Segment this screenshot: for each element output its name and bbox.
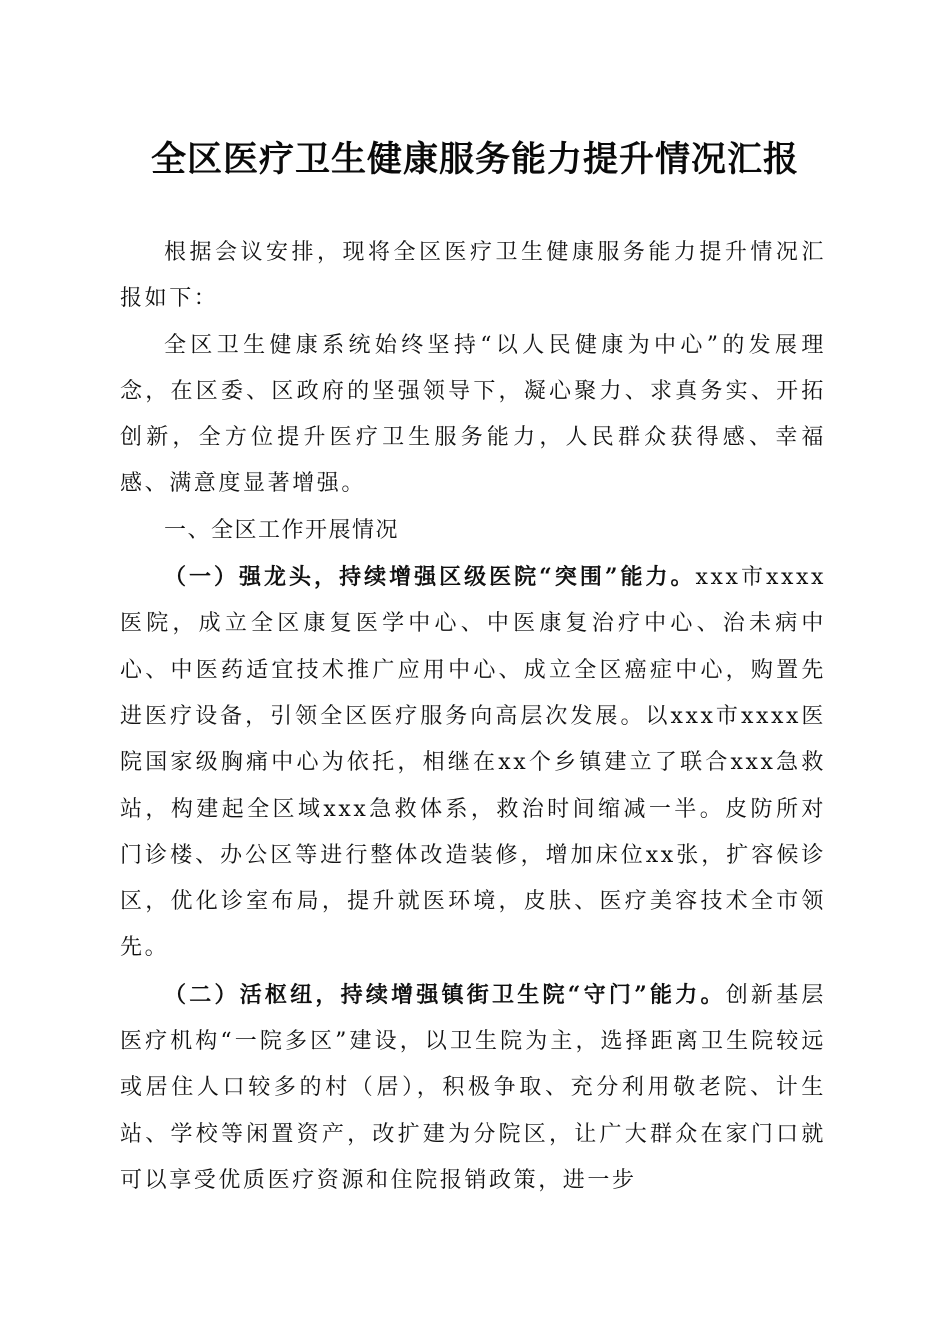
- item-2-body: 创新基层医疗机构“一院多区”建设，以卫生院为主，选择距离卫生院较远或居住人口较多的村（居），积极争取、充分利用敬老院、计生站、学校等闲置资产，改扩建为分院区，让广大群众在家门口就可以享受优质医疗资源和住院报销政策，进一步: [120, 982, 826, 1193]
- overview-paragraph: 全区卫生健康系统始终坚持“以人民健康为中心”的发展理念，在区委、区政府的坚强领导下，凝心聚力、求真务实、开拓创新，全方位提升医疗卫生服务能力，人民群众获得感、幸福感、满意度显著增强。: [120, 332, 826, 497]
- section-heading: 一、全区工作开展情况: [164, 517, 400, 543]
- document-body: [120, 230, 826, 1204]
- item-2-lead: （二）活枢纽，持续增强镇街卫生院“守门”能力。: [164, 981, 726, 1008]
- intro-paragraph: 根据会议安排，现将全区医疗卫生健康服务能力提升情况汇报如下：: [120, 240, 826, 312]
- item-1-lead: （一）强龙头，持续增强区级医院“突围”能力。: [164, 564, 696, 591]
- item-1-paragraph: [120, 554, 826, 972]
- document-title: 全区医疗卫生健康服务能力提升情况汇报: [150, 139, 799, 180]
- item-2-paragraph: [120, 972, 826, 1204]
- item-1-body: xxx市xxxx医院，成立全区康复医学中心、中医康复治疗中心、治未病中心、中医药适宜技术推广应用中心、成立全区癌症中心，购置先进医疗设备，引领全区医疗服务向高层次发展。以xxx市xxxx医院国家级胸痛中心为依托，相继在xx个乡镇建立了联合xxx急救站，构建起全区域xxx急救体系，救治时间缩减一半。皮防所对门诊楼、办公区等进行整体改造装修，增加床位xx张，扩容候诊区，优化诊室布局，提升就医环境，皮肤、医疗美容技术全市领先。: [120, 565, 827, 961]
